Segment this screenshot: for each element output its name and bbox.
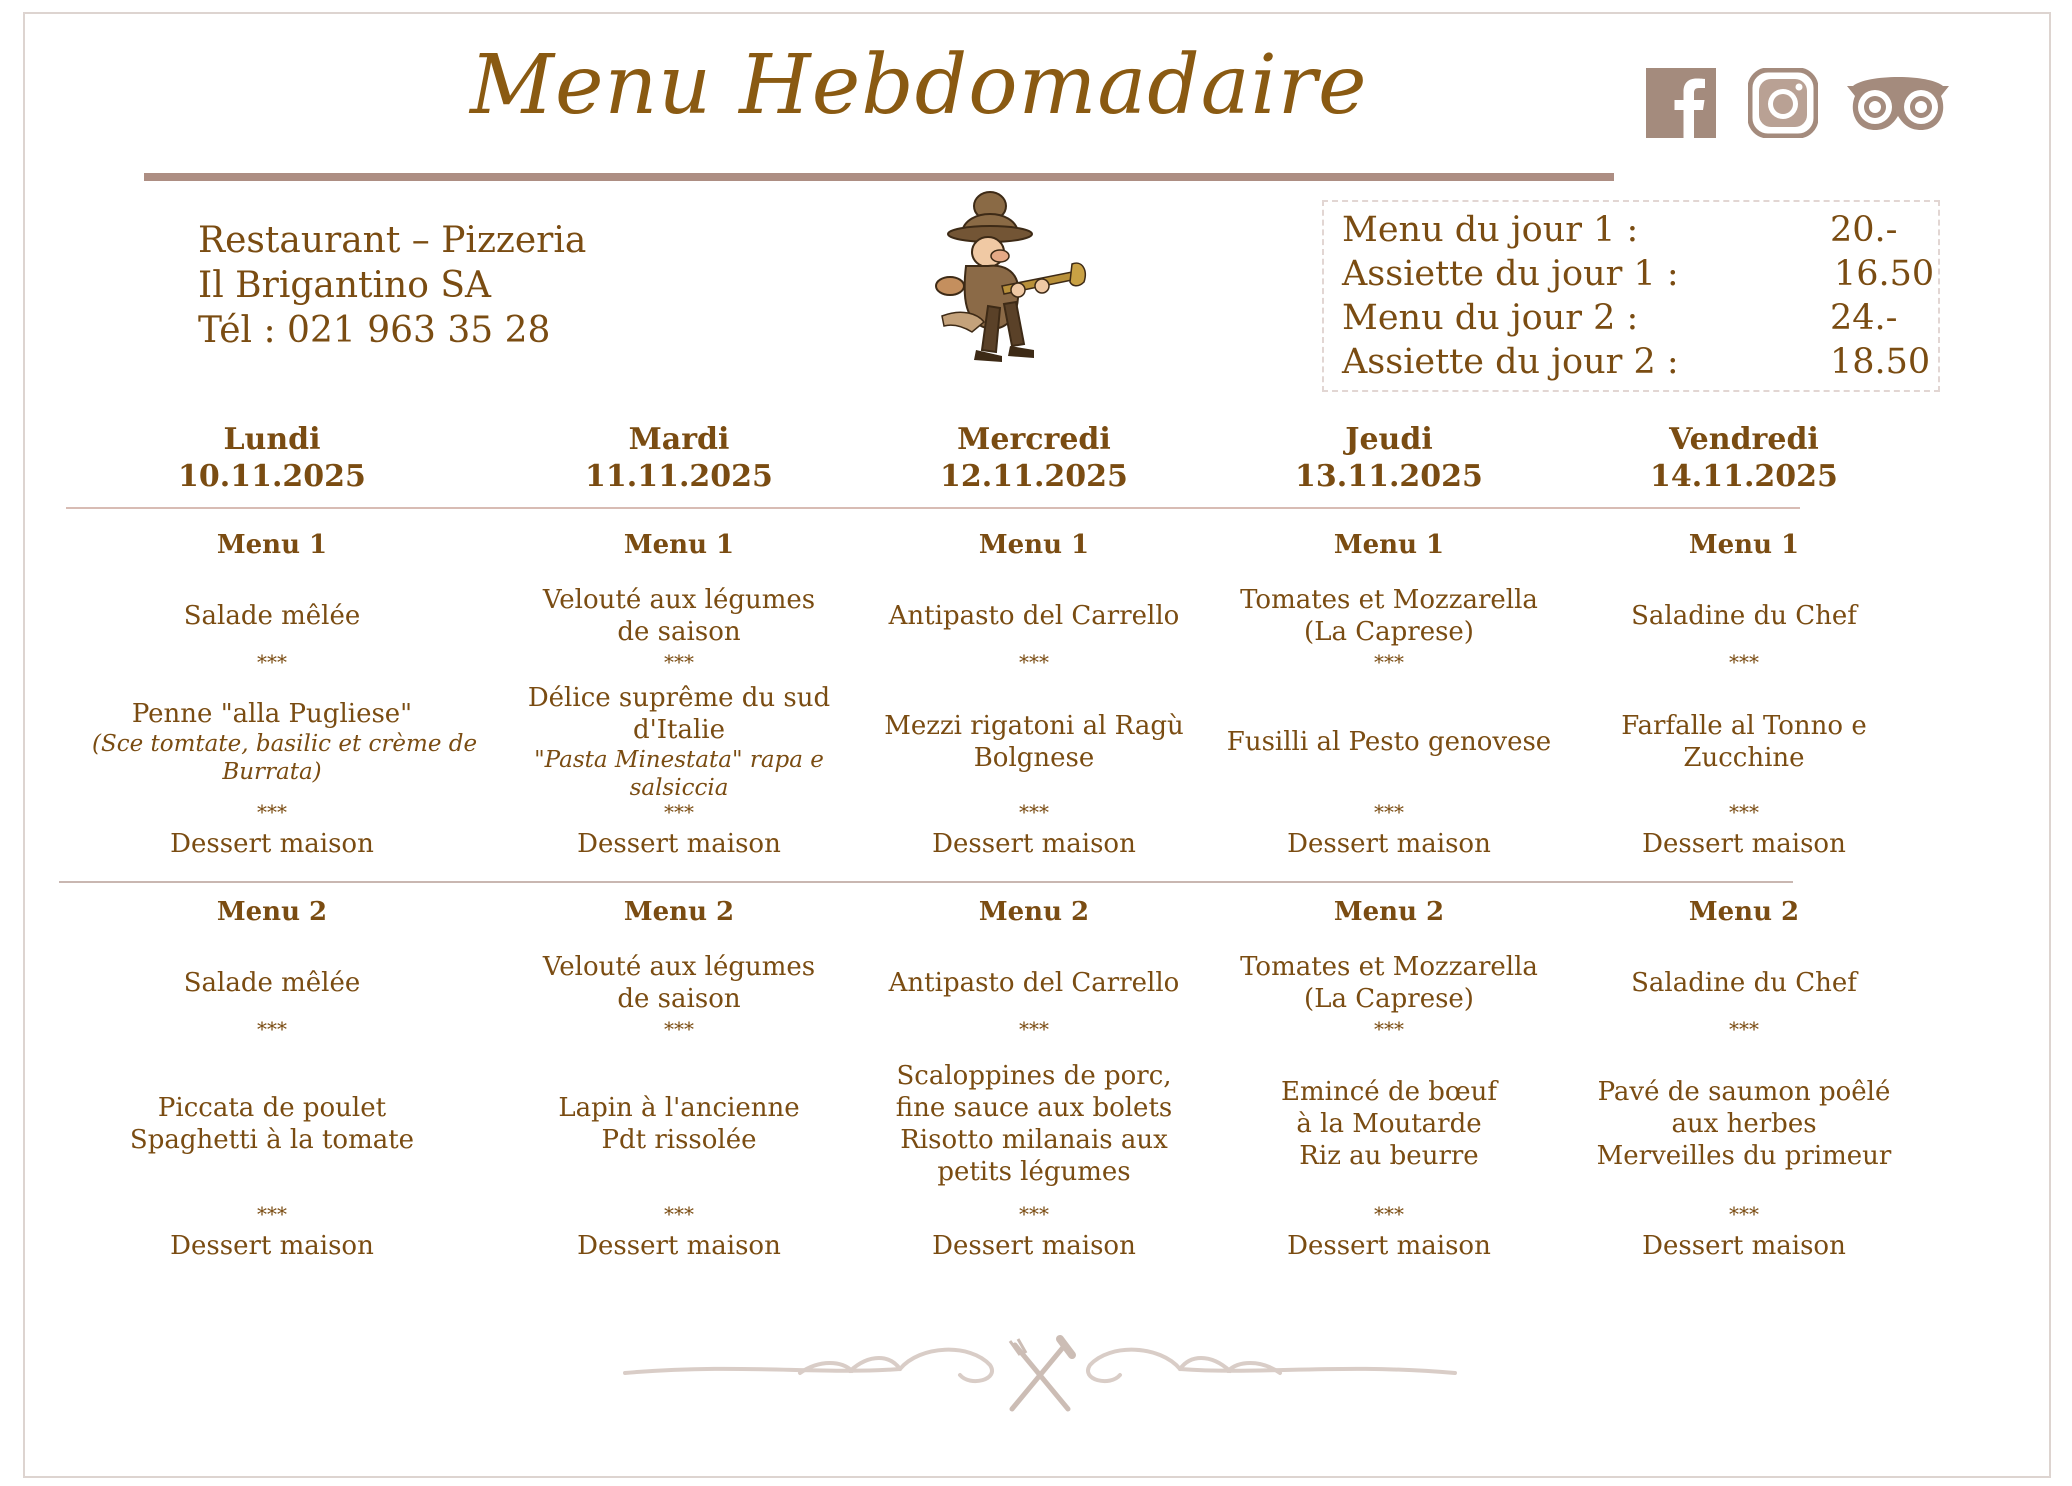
main-course-line: Pdt rissolée (601, 1125, 757, 1155)
starter (499, 584, 859, 648)
menu-1-heading: Menu 1 (978, 530, 1090, 560)
day-column (92, 0, 478, 1300)
starter-line: Velouté aux légumes (542, 952, 816, 982)
starter-line: (La Caprese) (1304, 617, 1474, 647)
day-name: Mercredi (957, 422, 1111, 457)
main-course-line: Penne "alla Pugliese" (131, 699, 413, 729)
main-course-line: à la Moutarde (1296, 1109, 1482, 1139)
main-course (499, 1092, 859, 1156)
day-name: Mardi (628, 422, 730, 457)
starter (1209, 951, 1569, 1015)
price-value: 16.50 (1834, 254, 1935, 294)
separator: *** (1019, 1017, 1049, 1041)
main-course-line: Délice suprême du sud (527, 683, 831, 713)
main-course-line: Spaghetti à la tomate (129, 1125, 415, 1155)
day-date: 13.11.2025 (1295, 459, 1483, 494)
starter (499, 951, 859, 1015)
page-title: Menu Hebdomadaire (470, 38, 1368, 133)
separator: *** (1374, 650, 1404, 674)
starter-line: Saladine du Chef (1631, 601, 1857, 631)
main-course (1564, 1076, 1924, 1172)
main-course-note (92, 730, 478, 786)
main-course-line: Lapin à l'ancienne (558, 1093, 800, 1123)
separator: *** (257, 650, 287, 674)
day-column (499, 0, 859, 1300)
main-course-line: Emincé de bœuf (1281, 1077, 1497, 1107)
menu-2-heading: Menu 2 (216, 897, 328, 927)
dessert: Dessert maison (932, 829, 1136, 859)
starter-line: Salade mêlée (183, 968, 361, 998)
separator: *** (257, 800, 287, 824)
main-course-note (499, 746, 859, 802)
main-course-line: Merveilles du primeur (1596, 1141, 1892, 1171)
price-label: Assiette du jour 1 : (1342, 254, 1679, 294)
price-label: Menu du jour 1 : (1342, 210, 1639, 250)
day-name: Lundi (223, 422, 321, 457)
main-course-line: Piccata de poulet (157, 1093, 387, 1123)
starter-line: (La Caprese) (1304, 984, 1474, 1014)
starter (92, 600, 452, 632)
main-course-line: Farfalle al Tonno e (1621, 711, 1867, 741)
main-course-line: Pavé de saumon poêlé (1597, 1077, 1891, 1107)
main-course (92, 1092, 452, 1156)
starter-line: Antipasto del Carrello (888, 968, 1180, 998)
menu-2-heading: Menu 2 (1333, 897, 1445, 927)
separator: *** (1019, 800, 1049, 824)
dessert: Dessert maison (1642, 829, 1846, 859)
separator: *** (664, 1017, 694, 1041)
separator: *** (1729, 1202, 1759, 1226)
separator: *** (664, 1202, 694, 1226)
menu-2-heading: Menu 2 (978, 897, 1090, 927)
main-course-note-line: "Pasta Minestata" rapa e (534, 747, 824, 773)
price-value: 20.- (1830, 210, 1898, 250)
starter (1564, 967, 1924, 999)
main-course-line: d'Italie (632, 715, 726, 745)
main-course (499, 682, 859, 746)
starter-line: Velouté aux légumes (542, 585, 816, 615)
main-course-note-line: Burrata) (222, 759, 322, 785)
dessert: Dessert maison (932, 1231, 1136, 1261)
main-course-line: aux herbes (1671, 1109, 1817, 1139)
price-value: 18.50 (1830, 342, 1931, 382)
main-course-line: Mezzi rigatoni al Ragù (884, 711, 1184, 741)
starter-line: de saison (617, 984, 741, 1014)
day-column (1564, 0, 1924, 1300)
separator: *** (664, 650, 694, 674)
starter-line: Antipasto del Carrello (888, 601, 1180, 631)
starter (1564, 600, 1924, 632)
restaurant-name: Il Brigantino SA (198, 265, 491, 306)
main-course-line: Fusilli al Pesto genovese (1226, 727, 1552, 757)
dessert: Dessert maison (1287, 1231, 1491, 1261)
menu-1-heading: Menu 1 (1688, 530, 1800, 560)
menu-2-heading: Menu 2 (623, 897, 735, 927)
main-course (1209, 1076, 1569, 1172)
day-date: 10.11.2025 (178, 459, 366, 494)
restaurant-phone: Tél : 021 963 35 28 (198, 310, 551, 351)
main-course (854, 1060, 1214, 1188)
starter-line: de saison (617, 617, 741, 647)
main-course-line: petits légumes (937, 1157, 1131, 1187)
restaurant-type: Restaurant – Pizzeria (198, 220, 587, 261)
dessert: Dessert maison (577, 829, 781, 859)
price-value: 24.- (1830, 298, 1898, 338)
cutlery-flourish-ornament (620, 1325, 1460, 1415)
starter-line: Tomates et Mozzarella (1240, 585, 1538, 615)
separator: *** (1374, 1017, 1404, 1041)
dessert: Dessert maison (577, 1231, 781, 1261)
day-column (854, 0, 1214, 1300)
separator: *** (257, 1202, 287, 1226)
dessert: Dessert maison (1287, 829, 1491, 859)
separator: *** (1374, 800, 1404, 824)
menu-1-heading: Menu 1 (623, 530, 735, 560)
dessert: Dessert maison (170, 1231, 374, 1261)
main-course-note-line: salsiccia (629, 775, 729, 801)
starter (854, 967, 1214, 999)
starter-line: Salade mêlée (183, 601, 361, 631)
price-label: Menu du jour 2 : (1342, 298, 1639, 338)
separator: *** (1374, 1202, 1404, 1226)
separator: *** (257, 1017, 287, 1041)
dessert: Dessert maison (170, 829, 374, 859)
main-course-line: Bolgnese (973, 743, 1095, 773)
menu-2-heading: Menu 2 (1688, 897, 1800, 927)
day-date: 12.11.2025 (940, 459, 1128, 494)
separator: *** (1019, 650, 1049, 674)
separator: *** (1729, 1017, 1759, 1041)
day-date: 14.11.2025 (1650, 459, 1838, 494)
day-name: Vendredi (1669, 422, 1819, 457)
main-course (1564, 710, 1924, 774)
main-course-line: Riz au beurre (1299, 1141, 1479, 1171)
dessert: Dessert maison (1642, 1231, 1846, 1261)
menu-1-heading: Menu 1 (216, 530, 328, 560)
main-course-note-line: (Sce tomtate, basilic et crème de (92, 731, 478, 757)
main-course (854, 710, 1214, 774)
separator: *** (1729, 650, 1759, 674)
main-course-line: Scaloppines de porc, (896, 1061, 1172, 1091)
main-course-line: fine sauce aux bolets (895, 1093, 1173, 1123)
starter (1209, 584, 1569, 648)
main-course (92, 698, 452, 730)
separator: *** (1019, 1202, 1049, 1226)
price-label: Assiette du jour 2 : (1342, 342, 1679, 382)
day-name: Jeudi (1345, 422, 1433, 457)
starter-line: Saladine du Chef (1631, 968, 1857, 998)
starter-line: Tomates et Mozzarella (1240, 952, 1538, 982)
menu-1-heading: Menu 1 (1333, 530, 1445, 560)
day-column (1209, 0, 1569, 1300)
main-course-line: Zucchine (1683, 743, 1805, 773)
starter (92, 967, 452, 999)
main-course-line: Risotto milanais aux (900, 1125, 1168, 1155)
starter (854, 600, 1214, 632)
main-course (1209, 726, 1569, 758)
separator: *** (1729, 800, 1759, 824)
day-date: 11.11.2025 (585, 459, 773, 494)
separator: *** (664, 800, 694, 824)
